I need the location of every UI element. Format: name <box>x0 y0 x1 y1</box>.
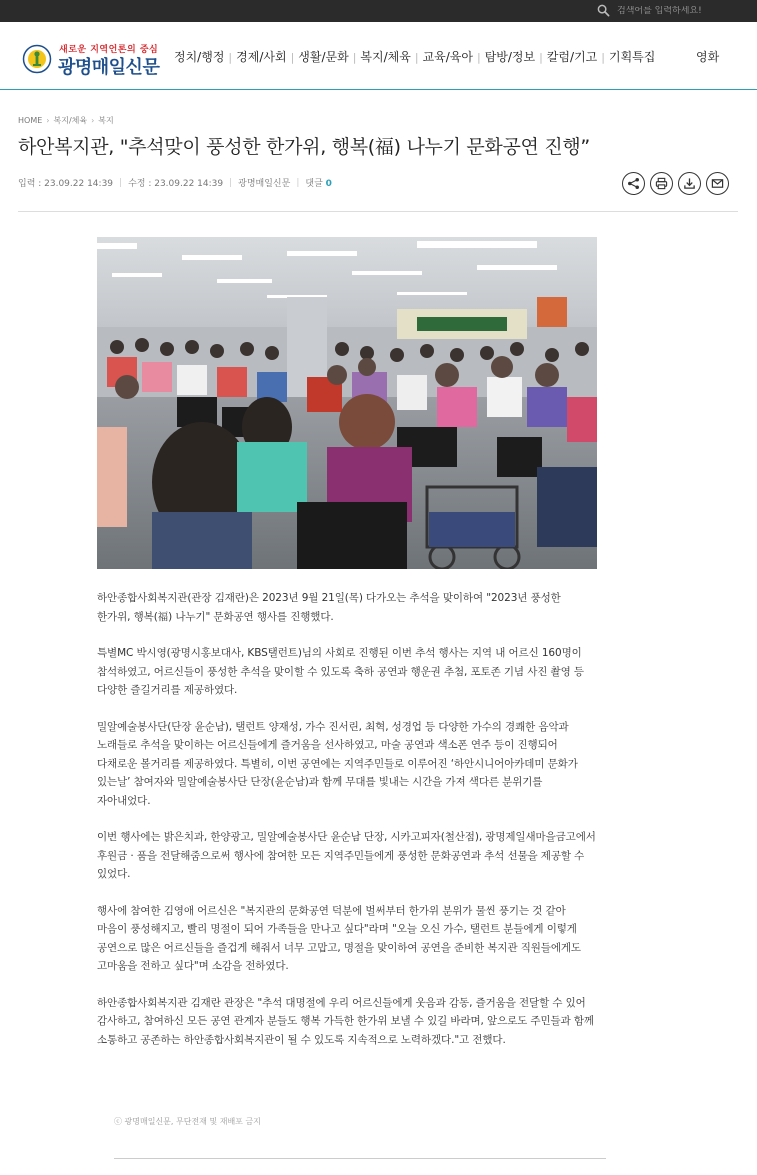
comments-link[interactable] <box>305 176 332 189</box>
meta-separator: | <box>229 177 233 188</box>
article-paragraph: 하안종합사회복지관 김재란 관장은 "추석 대명절에 우리 어르신들에게 웃음과 감동, 즐거움을 전달할 수 있어 감사하고, 참여하신 모든 공연 관계자 분들도 행복 가득한 한가위 보낼 수 있길 바라며, 앞으로도 주민들과 함께 소통하고 공존하는 하안종합사회복지관이 될 수 있도록 지속적으로 노력하겠다."고 전했다. <box>97 996 594 1046</box>
article-paragraph: 특별MC 박시영(광명시홍보대사, KBS탤런트)님의 사회로 진행된 이번 추석 행사는 지역 내 어르신 160명이 참석하였고, 어르신들이 풍성한 추석을 맞이할 수 있도록 축하 공연과 행운권 추첨, 포토존 기념 사진 촬영 등 다양한 즐길거리를 제공하였다. <box>97 647 584 696</box>
copyright-notice: ⓒ 광명매일신문, 무단전재 및 재배포 금지 <box>114 1117 261 1126</box>
nav-item-movie[interactable]: 영화 <box>696 50 720 64</box>
search-input[interactable] <box>617 6 705 16</box>
print-button[interactable] <box>650 172 673 195</box>
published-date: 입력 : 23.09.22 14:39 <box>18 179 114 189</box>
email-button[interactable] <box>706 172 729 195</box>
breadcrumb <box>18 115 114 126</box>
nav-item-politics[interactable]: 정치/행정 <box>174 50 225 64</box>
nav-separator: | <box>539 50 543 64</box>
footer-divider <box>114 1158 606 1159</box>
event-photo-image <box>97 237 597 569</box>
article-title: 하안복지관, "추석맞이 풍성한 한가위, 행복(福) 나누기 문화공연 진행” <box>18 136 590 158</box>
mail-icon <box>711 177 724 190</box>
nav-separator: | <box>290 50 295 64</box>
top-bar <box>0 0 757 22</box>
comments-count: 0 <box>325 179 332 189</box>
nav-item-education[interactable]: 교육/육아 <box>422 50 473 64</box>
chevron-right-icon: › <box>91 116 95 125</box>
article-paragraph: 밀알예술봉사단(단장 윤순남), 탤런트 양재성, 가수 진서린, 최혁, 성경업 등 다양한 가수의 경쾌한 음악과 노래들로 추석을 맞이하는 어르신들에게 즐거움을 선사하였고, 마술 공연과 색소폰 연주 등이 진행되어 다채로운 볼거리를 제공하였다. 특별히, 이번 공연에는 지역주민들로 이루어진 ‘하안시니어아카데미 문화가 있는날’ 참여자와 밀알예술봉사단 단장(윤순남)과 함께 무대를 빛내는 시간을 가져 색다른 분위기를 자아내었다. <box>97 720 578 807</box>
nav-item-culture[interactable]: 생활/문화 <box>298 50 349 64</box>
share-icon <box>627 177 640 190</box>
chevron-right-icon: › <box>46 116 50 125</box>
article-paragraph: 행사에 참여한 김영애 어르신은 "복지관의 문화공연 덕분에 벌써부터 한가위 분위가 물씬 풍기는 것 같아 마음이 풍성해지고, 빨리 명절이 되어 가족들을 만나고 싶다"라며 "오늘 오신 가수, 탤런트 분들에게 이렇게 공연으로 많은 어르신들을 즐겁게 해줘서 너무 고맙고, 명절을 맞이하여 공연을 준비한 복지관 직원들에게도 고마움을 전하고 싶다"며 소감을 전하였다. <box>97 904 581 972</box>
share-button[interactable] <box>622 172 645 195</box>
breadcrumb-subsection[interactable]: 복지 <box>98 116 114 125</box>
download-icon <box>683 177 696 190</box>
comments-label: 댓글 <box>305 179 323 189</box>
print-icon <box>655 177 668 190</box>
nav-separator: | <box>228 50 233 64</box>
article-paragraph: 하안종합사회복지관(관장 김재란)은 2023년 9월 21일(목) 다가오는 추석을 맞이하여 "2023년 풍성한 한가위, 행복(福) 나누기" 문화공연 행사를 진행했다. <box>97 592 561 623</box>
modified-date: 수정 : 23.09.22 14:39 <box>128 179 224 189</box>
breadcrumb-section[interactable]: 복지/체육 <box>53 116 88 125</box>
meta-separator: | <box>119 177 123 188</box>
nav-item-column[interactable]: 칼럼/기고 <box>546 50 598 64</box>
logo-tagline: 새로운 지역언론의 중심 <box>59 45 159 55</box>
nav-separator: | <box>352 50 357 64</box>
article-paragraph: 이번 행사에는 밝은치과, 한양광고, 밀알예술봉사단 윤순남 단장, 시카고피자(철산점), 광명제일새마을금고에서 후원금 · 품을 전달해줌으로써 행사에 참여한 모든 지역주민들에게 풍성한 문화공연과 추석 선물을 제공할 수 있었다. <box>97 831 596 880</box>
main-navigation <box>170 48 659 66</box>
nav-item-welfare[interactable]: 복지/체육 <box>360 50 411 64</box>
meta-separator: | <box>296 177 300 188</box>
logo-name: 광명매일신문 <box>58 57 160 78</box>
article-photo <box>97 237 597 569</box>
site-logo[interactable] <box>22 42 162 82</box>
nav-item-special[interactable]: 기획특집 <box>608 50 656 64</box>
header-divider <box>18 211 738 212</box>
author-name: 광명매일신문 <box>238 179 291 189</box>
article-meta <box>18 176 332 189</box>
nav-item-economy[interactable]: 경제/사회 <box>236 50 287 64</box>
article-tools <box>622 172 729 195</box>
nav-item-visit[interactable]: 탐방/정보 <box>484 50 536 64</box>
nav-separator: | <box>601 50 605 64</box>
nav-separator: | <box>476 50 481 64</box>
nav-separator: | <box>414 50 419 64</box>
breadcrumb-home[interactable]: HOME <box>18 116 43 125</box>
search-icon[interactable] <box>597 4 611 18</box>
article-body <box>97 589 597 1067</box>
download-button[interactable] <box>678 172 701 195</box>
site-header <box>0 22 757 90</box>
logo-emblem-icon <box>22 44 52 74</box>
search-box[interactable] <box>597 4 705 18</box>
